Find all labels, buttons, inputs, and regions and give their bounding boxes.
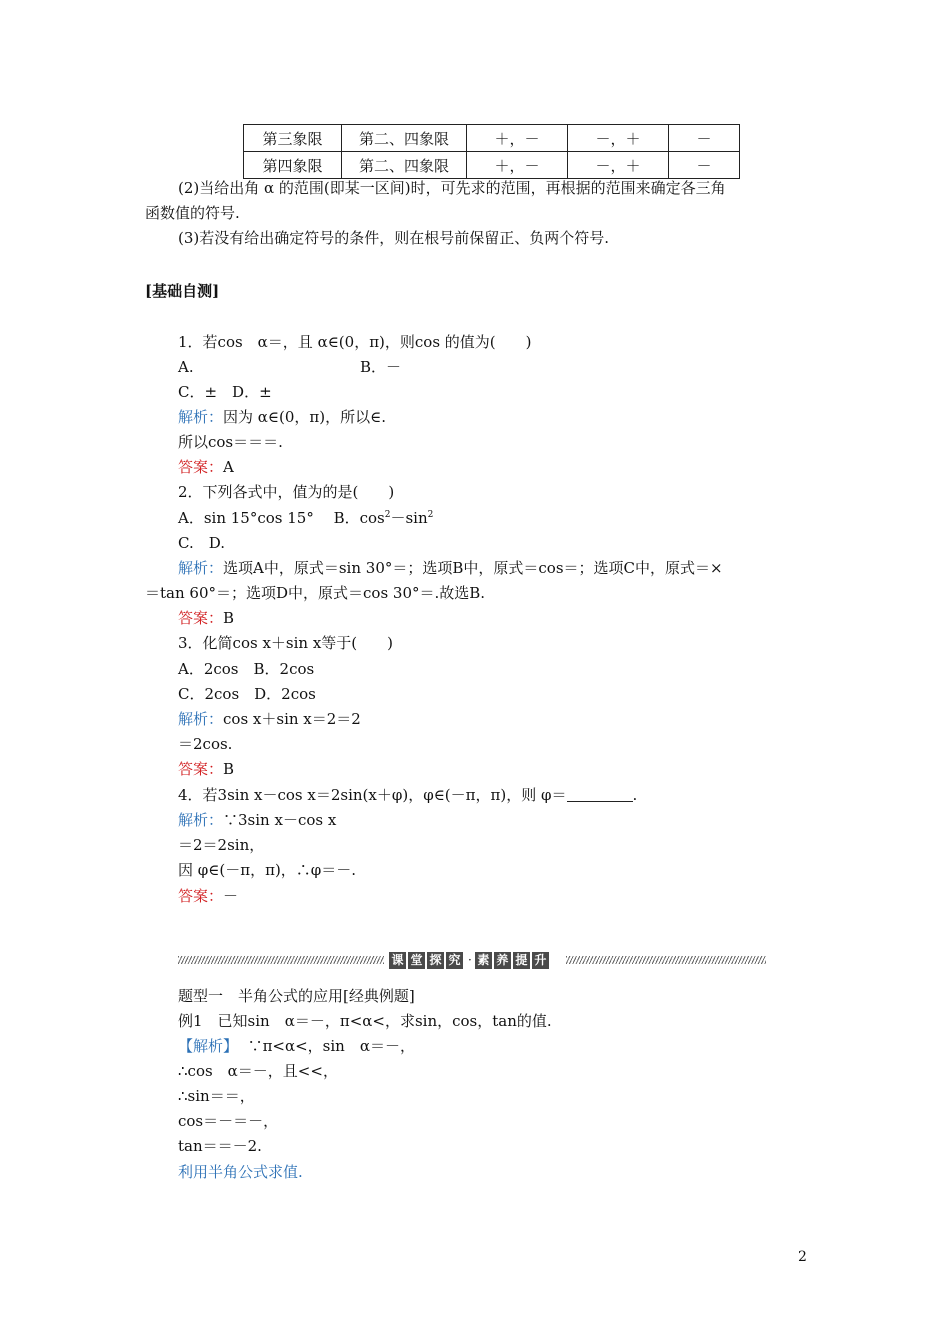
q1-solution-line1 <box>178 406 386 428</box>
section-title: [基础自测] <box>145 282 220 300</box>
table-cell: 第二、四象限 <box>342 125 467 152</box>
superscript: 2 <box>384 510 391 520</box>
note-2-line2: 函数值的符号. <box>145 204 240 222</box>
solution-label: 解析： <box>178 559 224 577</box>
solution-label: 解析： <box>178 408 224 426</box>
answer-blank[interactable] <box>567 787 633 802</box>
solution-text: 因为 α∈(0，π)，所以∈. <box>223 408 386 426</box>
answer-value: － <box>223 887 239 905</box>
q3-solution-line2: ＝2cos. <box>178 735 233 753</box>
note-2-line1: (2)当给出角 α 的范围(即某一区间)时，可先求的范围，再根据的范围来确定各三角 <box>178 179 726 197</box>
solution-label: 【解析】 <box>178 1037 239 1055</box>
table-cell: ＋，－ <box>467 152 568 179</box>
q2-solution-line2: ＝tan 60°＝；选项D中，原式＝cos 30°＝.故选B. <box>145 584 486 602</box>
q1-option-a: A. <box>178 358 194 376</box>
example-1-solution-line5: tan＝＝－2. <box>178 1137 262 1155</box>
superscript: 2 <box>427 510 434 520</box>
example-1-solution-line2: ∴cos α＝－，且<<， <box>178 1062 338 1080</box>
answer-label: 答案： <box>178 760 224 778</box>
table-cell: －，＋ <box>568 152 669 179</box>
table-row <box>244 125 740 152</box>
table-cell: － <box>669 125 740 152</box>
q1-answer <box>178 456 234 478</box>
banner-badge <box>389 951 551 969</box>
answer-value: B <box>223 760 235 778</box>
option-text: －sin <box>390 509 428 527</box>
q3-answer <box>178 758 234 780</box>
answer-label: 答案： <box>178 609 224 627</box>
q1-options-cd: C．± D．± <box>178 383 272 401</box>
banner-hatch-left <box>178 956 384 964</box>
table-row <box>244 152 740 179</box>
solution-label: 解析： <box>178 811 224 829</box>
q3-options-ab: A．2cos B．2cos <box>178 660 315 678</box>
banner-char: 课 <box>389 952 406 969</box>
option-text: A．sin 15°cos 15° B．cos <box>178 509 385 527</box>
example-1-solution-line3: ∴sin＝＝， <box>178 1087 255 1105</box>
question-type-title: 题型一 半角公式的应用[经典例题] <box>178 987 415 1005</box>
stem-text: . <box>632 786 638 804</box>
table-cell: 第二、四象限 <box>342 152 467 179</box>
example-1-stem: 例1 已知sin α＝－，π<α<，求sin，cos，tan的值. <box>178 1012 552 1030</box>
solution-text: 选项A中，原式＝sin 30°＝；选项B中，原式＝cos＝；选项C中，原式＝× <box>223 559 723 577</box>
answer-value: B <box>223 609 235 627</box>
table-cell: 第四象限 <box>244 152 342 179</box>
q4-stem <box>178 784 637 806</box>
solution-text: ∵π<α<，sin α＝－， <box>247 1037 415 1055</box>
table-cell: －，＋ <box>568 125 669 152</box>
banner-char: 素 <box>475 952 492 969</box>
banner-char: 养 <box>494 952 511 969</box>
banner-separator: · <box>468 953 472 967</box>
q1-solution-line2: 所以cos＝＝＝. <box>178 433 283 451</box>
solution-text: cos x＋sin x＝2＝2 <box>223 710 361 728</box>
table-cell: － <box>669 152 740 179</box>
q2-solution-line1 <box>178 557 723 579</box>
quadrant-sign-table <box>243 124 740 179</box>
banner-char: 堂 <box>408 952 425 969</box>
q4-solution-line1 <box>178 809 336 831</box>
banner-char: 升 <box>532 952 549 969</box>
answer-label: 答案： <box>178 458 224 476</box>
solution-label: 解析： <box>178 710 224 728</box>
answer-value: A <box>223 458 234 476</box>
q3-stem: 3．化简cos x＋sin x等于( ) <box>178 634 393 652</box>
q2-answer <box>178 607 234 629</box>
q3-solution-line1 <box>178 708 361 730</box>
example-1-hint: 利用半角公式求值. <box>178 1163 303 1181</box>
q3-options-cd: C．2cos D．2cos <box>178 685 316 703</box>
q4-solution-line3: 因 φ∈(－π，π)，∴φ＝－. <box>178 861 357 879</box>
note-3: (3)若没有给出确定符号的条件，则在根号前保留正、负两个符号. <box>178 229 610 247</box>
example-1-solution-line1 <box>178 1035 415 1057</box>
example-1-solution-line4: cos＝－＝－， <box>178 1112 279 1130</box>
q2-stem: 2．下列各式中，值为的是( ) <box>178 483 395 501</box>
q1-stem: 1．若cos α＝，且 α∈(0，π)，则cos 的值为( ) <box>178 333 532 351</box>
q1-option-b: B．－ <box>360 358 402 376</box>
table-cell: 第三象限 <box>244 125 342 152</box>
solution-text: ∵3sin x－cos x <box>223 811 337 829</box>
banner-hatch-right <box>566 956 766 964</box>
q2-options-ab <box>178 507 433 529</box>
q4-solution-line2: ＝2＝2sin， <box>178 836 265 854</box>
banner-char: 探 <box>427 952 444 969</box>
stem-text: 4．若3sin x－cos x＝2sin(x＋φ)，φ∈(－π，π)，则 φ＝ <box>178 786 567 804</box>
table-cell: ＋，－ <box>467 125 568 152</box>
banner-char: 提 <box>513 952 530 969</box>
answer-label: 答案： <box>178 887 224 905</box>
banner-char: 究 <box>446 952 463 969</box>
q2-options-cd: C. D. <box>178 534 225 552</box>
page-number: 2 <box>798 1249 807 1265</box>
section-banner <box>178 951 766 969</box>
q4-answer <box>178 885 238 907</box>
